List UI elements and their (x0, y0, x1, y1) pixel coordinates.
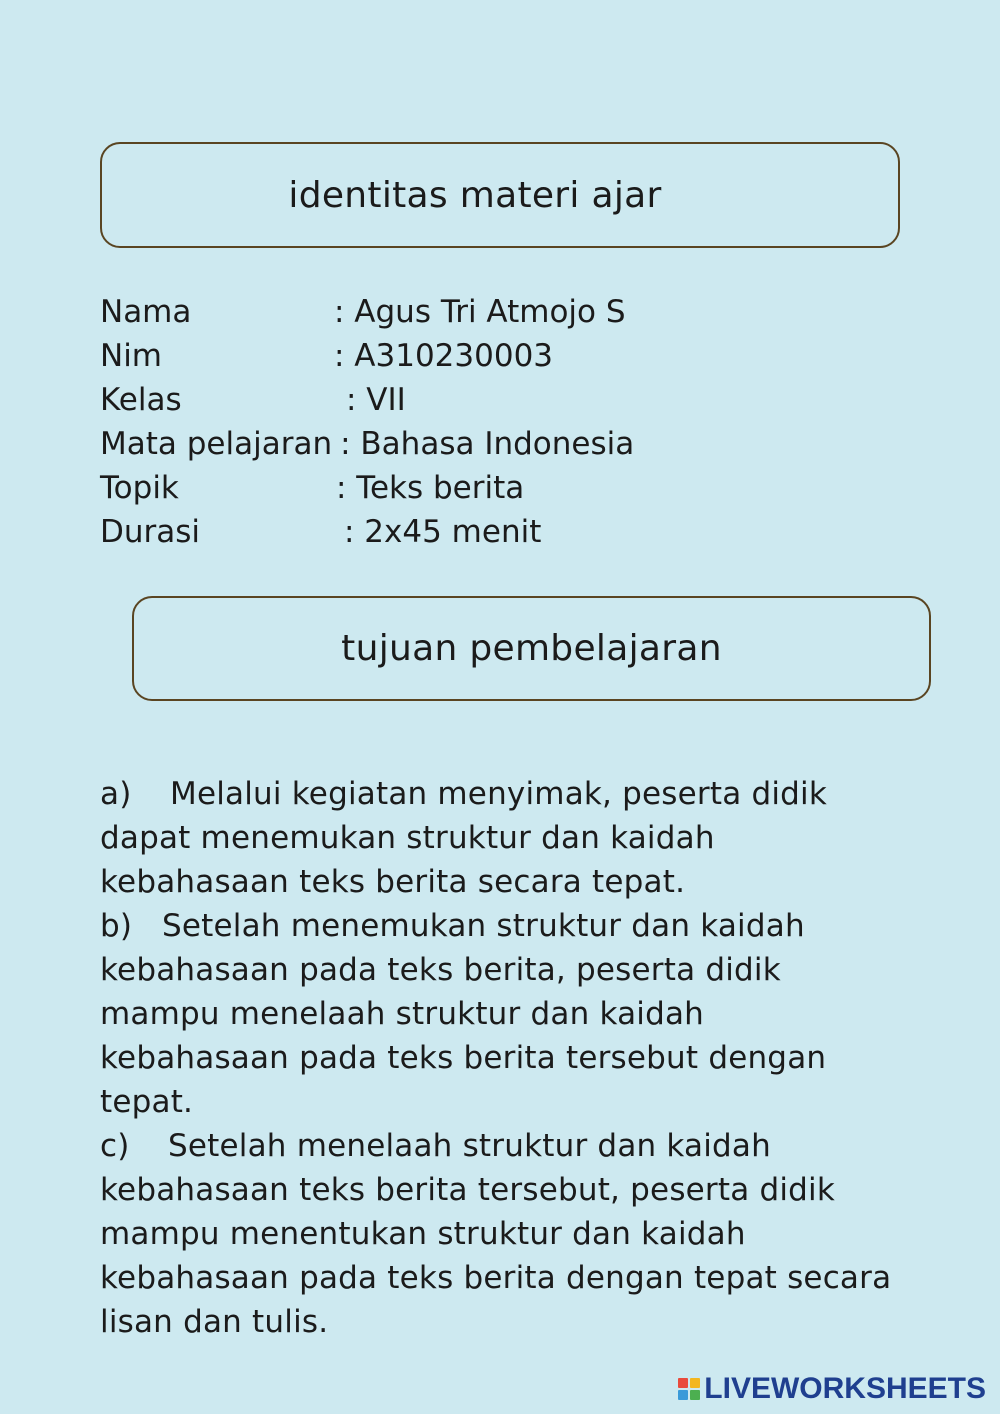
identity-value: : Agus Tri Atmojo S (334, 294, 626, 330)
identity-value: : A310230003 (334, 338, 554, 374)
goal-item (100, 772, 900, 904)
goal-marker: b) (100, 908, 133, 944)
logo-square (690, 1390, 700, 1400)
brand-name: LIVEWORKSHEETS (704, 1372, 986, 1405)
goal-item (100, 1124, 900, 1344)
goal-marker: c) (100, 1128, 130, 1164)
identity-label: Nim (100, 338, 162, 374)
identity-label: Mata pelajaran (100, 426, 333, 462)
learning-goals (100, 772, 900, 1344)
identity-header-box (100, 142, 900, 248)
goals-header-box (132, 596, 931, 701)
identity-label: Nama (100, 294, 192, 330)
identity-row-kelas (100, 378, 634, 422)
identity-row-mata-pelajaran (100, 422, 634, 466)
goals-header-title: tujuan pembelajaran (341, 628, 722, 669)
identity-row-topik (100, 466, 634, 510)
identity-value: : 2x45 menit (344, 514, 542, 550)
logo-square (678, 1378, 688, 1388)
identity-row-durasi (100, 510, 634, 554)
goal-item (100, 904, 900, 1124)
identity-row-nim (100, 334, 634, 378)
identity-label: Kelas (100, 382, 182, 418)
logo-square (690, 1378, 700, 1388)
identity-label: Durasi (100, 514, 201, 550)
identity-value: : Teks berita (336, 470, 525, 506)
liveworksheets-logo-icon (678, 1378, 700, 1400)
identity-value: : Bahasa Indonesia (340, 426, 635, 462)
goal-text: Melalui kegiatan menyimak, peserta didik dapat menemukan struktur dan kaidah kebahasaan teks berita secara tepat. (100, 776, 828, 900)
goal-marker: a) (100, 776, 132, 812)
identity-list (100, 290, 634, 554)
identity-label: Topik (100, 470, 179, 506)
liveworksheets-brand[interactable] (678, 1372, 986, 1406)
goal-text: Setelah menelaah struktur dan kaidah kebahasaan teks berita tersebut, peserta didik mampu menentukan struktur dan kaidah kebahasaan pada teks berita dengan tepat secara lisan dan tulis. (100, 1128, 892, 1340)
logo-square (678, 1390, 688, 1400)
identity-header-title: identitas materi ajar (288, 174, 662, 216)
identity-value: : VII (346, 382, 406, 418)
goal-text: Setelah menemukan struktur dan kaidah kebahasaan pada teks berita, peserta didik mampu menelaah struktur dan kaidah kebahasaan pada teks berita tersebut dengan tepat. (100, 908, 827, 1120)
identity-row-nama (100, 290, 634, 334)
